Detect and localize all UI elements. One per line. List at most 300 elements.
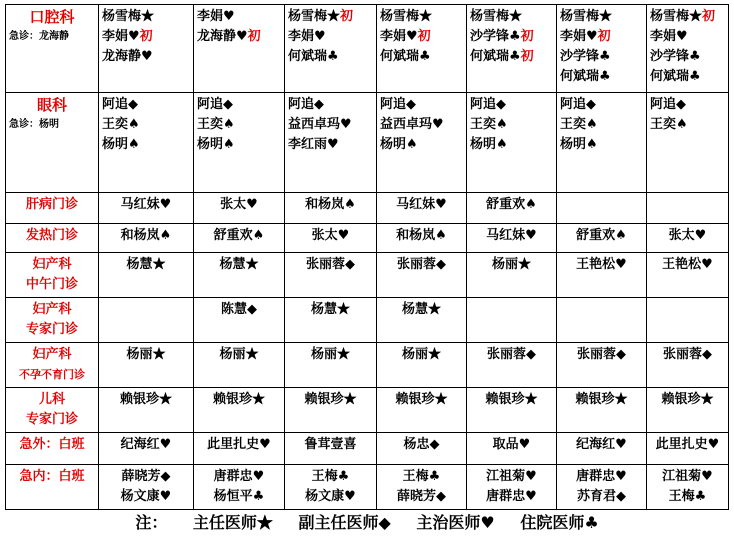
doctor-name: 阿追◆	[650, 97, 686, 112]
department-name: 眼科	[36, 96, 67, 114]
doctor-name: 薛晓芳◆	[121, 469, 171, 484]
doctor-entry	[650, 67, 725, 87]
doctor-name: 杨雪梅★	[560, 9, 613, 24]
doctor-entry	[288, 300, 373, 320]
schedule-cell	[557, 224, 647, 253]
doctor-name: 何斌瑞♣	[650, 69, 701, 84]
doctor-name: 龙海静♥	[197, 29, 248, 44]
schedule-cell	[377, 298, 467, 343]
doctor-name: 杨慧★	[401, 302, 441, 317]
doctor-entry	[288, 47, 373, 67]
doctor-entry	[560, 47, 643, 67]
doctor-entry	[288, 435, 373, 455]
doctor-name: 和杨岚♠	[120, 228, 172, 243]
doctor-entry	[197, 195, 281, 215]
legend-item-associate: 副主任医师◆	[298, 513, 391, 532]
department-name: 肝病门诊	[25, 197, 78, 212]
doctor-entry	[102, 467, 190, 487]
doctor-entry	[380, 487, 463, 507]
schedule-cell	[647, 253, 729, 298]
doctor-entry	[650, 345, 725, 365]
doctor-entry	[380, 115, 463, 135]
doctor-entry	[470, 435, 553, 455]
doctor-name: 阿追◆	[470, 97, 506, 112]
doctor-name: 杨丽★	[491, 257, 531, 272]
doctor-entry	[650, 27, 725, 47]
doctor-entry	[380, 435, 463, 455]
doctor-name: 龙海静♥	[102, 49, 153, 64]
doctor-name: 王奕♠	[102, 117, 140, 132]
doctor-name: 张丽蓉◆	[397, 257, 446, 272]
doctor-name: 张丽蓉◆	[663, 347, 712, 362]
doctor-name: 李娟♥	[288, 29, 326, 44]
doctor-entry	[102, 226, 190, 246]
doctor-name: 杨慧★	[310, 302, 350, 317]
doctor-name: 张太♥	[220, 197, 258, 212]
schedule-cell	[557, 93, 647, 193]
doctor-name: 江祖菊♥	[486, 469, 537, 484]
schedule-row	[6, 343, 729, 388]
doctor-name: 马红妹♥	[120, 197, 172, 212]
doctor-name: 马红妹♥	[396, 197, 447, 212]
legend	[0, 510, 734, 533]
schedule-cell	[194, 224, 285, 253]
doctor-entry	[650, 226, 725, 246]
legend-item-attending: 主治医师♥	[416, 513, 495, 532]
initial-visit-mark: 初	[247, 29, 261, 44]
schedule-cell	[99, 253, 194, 298]
schedule-cell	[647, 433, 729, 465]
department-subname: 专家门诊	[25, 322, 78, 337]
schedule-row	[6, 5, 729, 93]
initial-visit-mark: 初	[702, 9, 716, 24]
doctor-name: 杨明♠	[197, 137, 235, 152]
doctor-name: 杨慧★	[219, 257, 259, 272]
doctor-name: 王艳松♥	[662, 257, 713, 272]
department-name: 急内：白班	[19, 469, 85, 484]
doctor-entry	[288, 115, 373, 135]
doctor-entry	[197, 7, 281, 27]
doctor-name: 王奕♠	[650, 117, 688, 132]
schedule-cell	[194, 433, 285, 465]
doctor-entry	[102, 345, 190, 365]
schedule-cell	[194, 93, 285, 193]
department-name: 妇产科	[32, 347, 72, 362]
department-name: 妇产科	[32, 302, 72, 317]
doctor-name: 杨明♠	[380, 137, 418, 152]
doctor-name: 马红妹♥	[486, 228, 537, 243]
doctor-entry	[288, 255, 373, 275]
department-name: 急外：白班	[19, 437, 85, 452]
schedule-cell	[99, 388, 194, 433]
schedule-cell	[377, 5, 467, 93]
schedule-row	[6, 93, 729, 193]
doctor-entry	[560, 345, 643, 365]
schedule-cell	[647, 388, 729, 433]
department-name: 口腔科	[29, 8, 75, 26]
doctor-entry	[650, 95, 725, 115]
doctor-name: 杨雪梅★	[650, 9, 703, 24]
schedule-cell	[377, 343, 467, 388]
doctor-entry	[102, 487, 190, 507]
doctor-name: 阿追◆	[197, 97, 233, 112]
schedule-cell	[194, 388, 285, 433]
department-cell	[6, 193, 99, 224]
doctor-entry	[102, 255, 190, 275]
schedule-cell	[99, 465, 194, 510]
schedule-cell	[467, 93, 557, 193]
schedule-cell	[467, 193, 557, 224]
department-cell	[6, 465, 99, 510]
department-subname: 专家门诊	[25, 412, 78, 427]
doctor-entry	[197, 95, 281, 115]
schedule-cell	[557, 298, 647, 343]
doctor-entry	[102, 435, 190, 455]
schedule-row	[6, 388, 729, 433]
department-cell	[6, 93, 99, 193]
doctor-name: 唐群忠♥	[213, 469, 265, 484]
department-subname: 中午门诊	[25, 277, 78, 292]
doctor-name: 唐群忠♥	[576, 469, 627, 484]
schedule-cell	[467, 298, 557, 343]
schedule-cell	[377, 253, 467, 298]
schedule-cell	[377, 93, 467, 193]
doctor-entry	[288, 7, 373, 27]
doctor-name: 赖银珍★	[212, 392, 265, 407]
schedule-cell	[467, 465, 557, 510]
schedule-cell	[467, 253, 557, 298]
doctor-entry	[470, 135, 553, 155]
doctor-entry	[197, 467, 281, 487]
doctor-name: 取品♥	[492, 437, 531, 452]
schedule-table	[5, 4, 729, 510]
doctor-name: 阿追◆	[102, 97, 138, 112]
legend-item-chief: 主任医师★	[192, 513, 273, 532]
doctor-name: 王艳松♥	[576, 257, 627, 272]
doctor-name: 益西卓玛♥	[288, 117, 352, 132]
doctor-entry	[288, 195, 373, 215]
doctor-name: 赖银珍★	[575, 392, 628, 407]
doctor-entry	[102, 390, 190, 410]
doctor-entry	[560, 255, 643, 275]
doctor-entry	[197, 390, 281, 410]
doctor-name: 张丽蓉◆	[487, 347, 536, 362]
doctor-entry	[288, 467, 373, 487]
doctor-entry	[288, 27, 373, 47]
schedule-cell	[99, 193, 194, 224]
doctor-entry	[560, 390, 643, 410]
doctor-entry	[650, 47, 725, 67]
schedule-row	[6, 253, 729, 298]
doctor-name: 苏育君◆	[577, 489, 626, 504]
doctor-entry	[380, 7, 463, 27]
schedule-cell	[467, 5, 557, 93]
doctor-entry	[560, 135, 643, 155]
schedule-cell	[194, 193, 285, 224]
emergency-note: 急诊：龙海静	[9, 31, 69, 42]
doctor-entry	[470, 487, 553, 507]
schedule-cell	[647, 193, 729, 224]
schedule-cell	[99, 343, 194, 388]
initial-visit-mark: 初	[597, 29, 611, 44]
schedule-cell	[467, 433, 557, 465]
schedule-cell	[557, 193, 647, 224]
doctor-name: 杨明♠	[470, 137, 508, 152]
doctor-entry	[560, 467, 643, 487]
doctor-name: 舒重欢♠	[486, 197, 537, 212]
schedule-cell	[99, 298, 194, 343]
doctor-entry	[197, 115, 281, 135]
doctor-entry	[650, 390, 725, 410]
schedule-cell	[557, 465, 647, 510]
doctor-name: 杨文康♥	[120, 489, 172, 504]
doctor-entry	[102, 115, 190, 135]
doctor-entry	[380, 255, 463, 275]
schedule-cell	[647, 5, 729, 93]
doctor-entry	[197, 226, 281, 246]
schedule-cell	[557, 343, 647, 388]
doctor-name: 唐群忠♥	[486, 489, 537, 504]
initial-visit-mark: 初	[139, 29, 153, 44]
doctor-name: 张太♥	[311, 228, 350, 243]
schedule-row	[6, 433, 729, 465]
schedule-cell	[285, 465, 377, 510]
doctor-entry	[102, 95, 190, 115]
doctor-name: 益西卓玛♥	[380, 117, 444, 132]
doctor-entry	[650, 255, 725, 275]
schedule-cell	[377, 388, 467, 433]
schedule-cell	[647, 298, 729, 343]
doctor-entry	[380, 467, 463, 487]
doctor-entry	[470, 226, 553, 246]
doctor-entry	[288, 135, 373, 155]
doctor-entry	[288, 95, 373, 115]
doctor-name: 纪海红♥	[576, 437, 627, 452]
doctor-name: 杨恒平♣	[213, 489, 265, 504]
initial-visit-mark: 初	[340, 9, 354, 24]
doctor-entry	[470, 7, 553, 27]
doctor-name: 赖银珍★	[304, 392, 357, 407]
doctor-entry	[560, 487, 643, 507]
doctor-entry	[380, 390, 463, 410]
schedule-cell	[285, 433, 377, 465]
schedule-cell	[285, 343, 377, 388]
doctor-entry	[288, 390, 373, 410]
doctor-entry	[470, 115, 553, 135]
department-cell	[6, 343, 99, 388]
doctor-entry	[288, 226, 373, 246]
schedule-cell	[467, 343, 557, 388]
doctor-entry	[380, 226, 463, 246]
emergency-note: 急诊：杨明	[9, 119, 59, 130]
doctor-entry	[470, 467, 553, 487]
department-subname: 不孕不育门诊	[19, 368, 85, 381]
doctor-name: 杨丽★	[126, 347, 166, 362]
department-cell	[6, 298, 99, 343]
legend-item-resident: 住院医师♣	[520, 513, 599, 532]
doctor-entry	[470, 195, 553, 215]
doctor-entry	[650, 487, 725, 507]
doctor-entry	[380, 300, 463, 320]
doctor-name: 张太♥	[668, 228, 707, 243]
legend-prefix: 注：	[135, 513, 168, 532]
doctor-name: 薛晓芳◆	[397, 489, 446, 504]
doctor-name: 和杨岚♠	[305, 197, 356, 212]
doctor-entry	[650, 7, 725, 27]
doctor-name: 赖银珍★	[485, 392, 538, 407]
doctor-entry	[197, 255, 281, 275]
schedule-cell	[647, 224, 729, 253]
doctor-entry	[197, 135, 281, 155]
doctor-name: 张丽蓉◆	[577, 347, 626, 362]
doctor-name: 杨忠◆	[403, 437, 440, 452]
doctor-name: 杨雪梅★	[380, 9, 433, 24]
doctor-entry	[102, 7, 190, 27]
doctor-entry	[470, 27, 553, 47]
doctor-entry	[650, 115, 725, 135]
schedule-cell	[194, 253, 285, 298]
schedule-cell	[557, 253, 647, 298]
doctor-name: 王奕♠	[470, 117, 508, 132]
doctor-entry	[102, 135, 190, 155]
doctor-name: 王梅♣	[668, 489, 707, 504]
schedule-cell	[647, 343, 729, 388]
initial-visit-mark: 初	[520, 49, 534, 64]
doctor-entry	[650, 435, 725, 455]
schedule-cell	[99, 5, 194, 93]
doctor-name: 何斌瑞♣	[560, 69, 611, 84]
doctor-name: 赖银珍★	[661, 392, 714, 407]
doctor-name: 杨丽★	[401, 347, 441, 362]
doctor-name: 李娟♥	[650, 29, 688, 44]
doctor-name: 王奕♠	[560, 117, 598, 132]
doctor-entry	[380, 345, 463, 365]
schedule-cell	[285, 253, 377, 298]
doctor-name: 杨文康♥	[305, 489, 356, 504]
doctor-name: 此里扎史♥	[655, 437, 720, 452]
doctor-entry	[197, 27, 281, 47]
doctor-name: 何斌瑞♣	[470, 49, 521, 64]
doctor-entry	[197, 487, 281, 507]
doctor-name: 杨慧★	[126, 257, 166, 272]
doctor-name: 杨雪梅★	[288, 9, 341, 24]
initial-visit-mark: 初	[520, 29, 534, 44]
department-name: 儿科	[38, 392, 65, 407]
department-cell	[6, 224, 99, 253]
doctor-entry	[380, 195, 463, 215]
doctor-name: 赖银珍★	[395, 392, 448, 407]
doctor-name: 杨丽★	[219, 347, 259, 362]
doctor-entry	[560, 115, 643, 135]
doctor-name: 江祖菊♥	[662, 469, 713, 484]
doctor-name: 杨丽★	[310, 347, 350, 362]
doctor-name: 李娟♥	[197, 9, 235, 24]
doctor-name: 沙学锋♣	[650, 49, 701, 64]
doctor-name: 杨雪梅★	[102, 9, 155, 24]
doctor-entry	[650, 467, 725, 487]
doctor-entry	[102, 195, 190, 215]
doctor-entry	[288, 345, 373, 365]
schedule-cell	[557, 5, 647, 93]
doctor-name: 沙学锋♣	[470, 29, 521, 44]
schedule-row	[6, 465, 729, 510]
doctor-name: 和杨岚♠	[396, 228, 447, 243]
schedule-cell	[285, 298, 377, 343]
doctor-name: 赖银珍★	[119, 392, 172, 407]
doctor-name: 何斌瑞♣	[288, 49, 339, 64]
schedule-cell	[377, 224, 467, 253]
doctor-entry	[102, 47, 190, 67]
schedule-cell	[467, 388, 557, 433]
doctor-name: 纪海红♥	[120, 437, 172, 452]
doctor-entry	[197, 345, 281, 365]
doctor-entry	[560, 7, 643, 27]
schedule-cell	[377, 465, 467, 510]
schedule-cell	[557, 433, 647, 465]
doctor-name: 杨明♠	[560, 137, 598, 152]
schedule-cell	[467, 224, 557, 253]
schedule-cell	[99, 433, 194, 465]
doctor-entry	[470, 47, 553, 67]
department-cell	[6, 388, 99, 433]
doctor-name: 阿追◆	[380, 97, 416, 112]
doctor-entry	[470, 345, 553, 365]
schedule-cell	[99, 93, 194, 193]
schedule-cell	[285, 5, 377, 93]
doctor-entry	[470, 390, 553, 410]
schedule-cell	[285, 93, 377, 193]
doctor-name: 沙学锋♣	[560, 49, 611, 64]
doctor-name: 杨雪梅★	[470, 9, 523, 24]
doctor-entry	[470, 95, 553, 115]
department-name: 妇产科	[32, 257, 72, 272]
schedule-row	[6, 298, 729, 343]
doctor-entry	[470, 255, 553, 275]
doctor-entry	[560, 67, 643, 87]
schedule-row	[6, 224, 729, 253]
doctor-name: 杨明♠	[102, 137, 140, 152]
doctor-name: 阿追◆	[288, 97, 324, 112]
department-name: 发热门诊	[25, 228, 78, 243]
doctor-entry	[560, 95, 643, 115]
schedule-cell	[194, 465, 285, 510]
doctor-name: 李红雨♥	[288, 137, 339, 152]
doctor-name: 李娟♥	[380, 29, 418, 44]
doctor-name: 王梅♣	[311, 469, 350, 484]
doctor-entry	[380, 27, 463, 47]
doctor-name: 阿追◆	[560, 97, 596, 112]
doctor-name: 舒重欢♠	[576, 228, 627, 243]
doctor-name: 此里扎史♥	[207, 437, 271, 452]
schedule-cell	[194, 343, 285, 388]
doctor-name: 鲁茸壹喜	[304, 437, 357, 452]
doctor-name: 陈慧◆	[221, 302, 257, 317]
schedule-cell	[194, 5, 285, 93]
doctor-entry	[560, 435, 643, 455]
doctor-entry	[560, 226, 643, 246]
schedule-cell	[647, 93, 729, 193]
doctor-entry	[380, 95, 463, 115]
initial-visit-mark: 初	[417, 29, 431, 44]
schedule-cell	[99, 224, 194, 253]
department-cell	[6, 5, 99, 93]
doctor-name: 李娟♥	[560, 29, 598, 44]
department-cell	[6, 433, 99, 465]
doctor-name: 张丽蓉◆	[306, 257, 355, 272]
doctor-entry	[102, 27, 190, 47]
doctor-name: 舒重欢♠	[213, 228, 265, 243]
schedule-cell	[377, 433, 467, 465]
